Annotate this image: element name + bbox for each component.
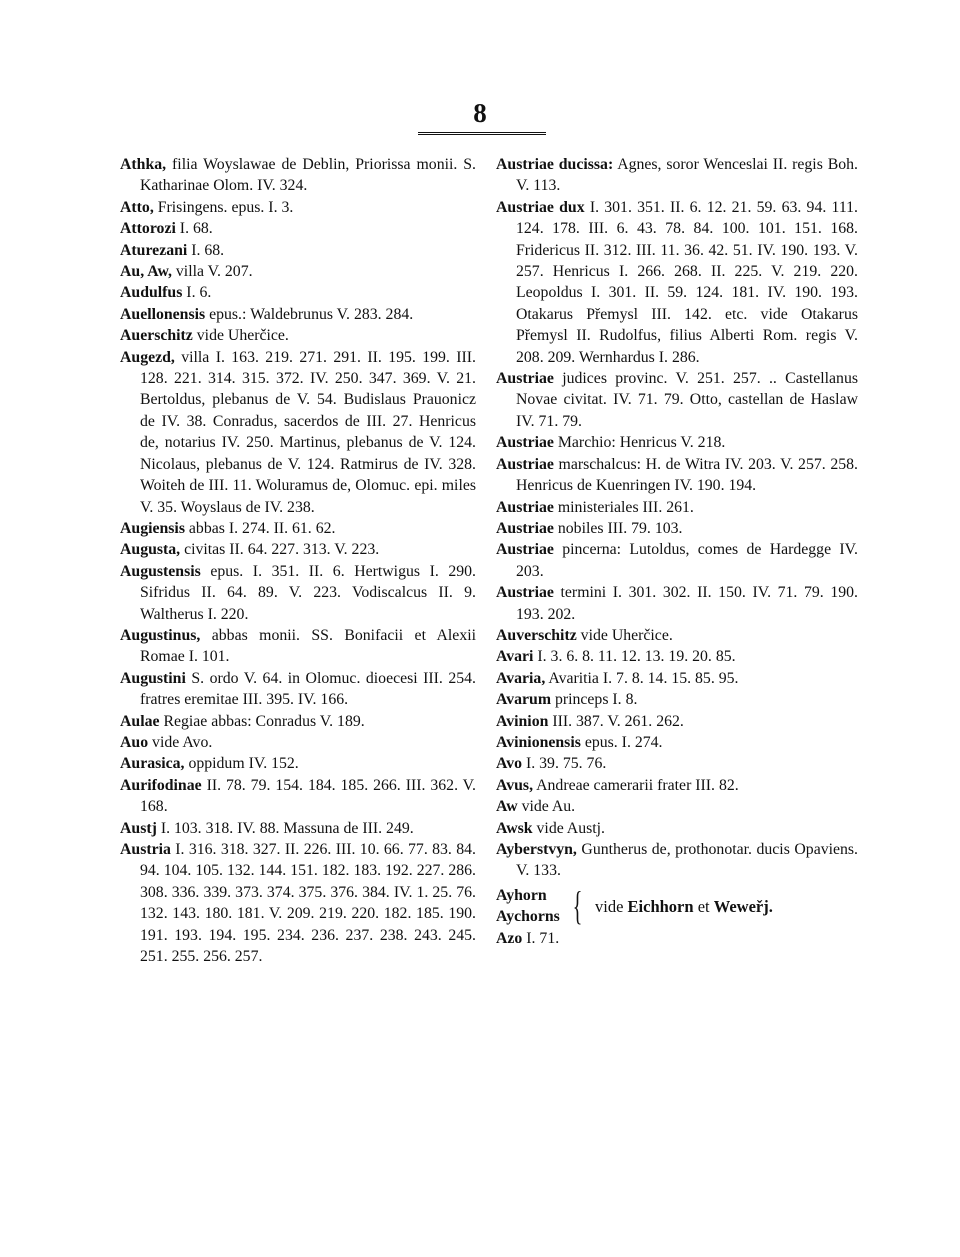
index-entry <box>496 497 858 518</box>
entry-headword: Austriae dux <box>496 198 585 216</box>
right-column <box>496 154 858 949</box>
entry-headword: Austriae <box>496 455 554 473</box>
entry-text: villa V. 207. <box>171 263 253 281</box>
entry-text: vide Uherčice. <box>192 327 289 345</box>
entry-text: princeps I. 8. <box>551 691 638 709</box>
entry-text: vide Au. <box>517 798 576 816</box>
entry-text: abbas monii. SS. Bonifacii et Alexii Romae I. 101. <box>140 626 476 666</box>
index-entry <box>120 818 476 839</box>
entry-headword: Auellonensis <box>120 305 206 323</box>
entry-headword: Atto, <box>120 198 154 216</box>
entry-headword: Aturezani <box>120 241 188 259</box>
entry-headword: Augustinus, <box>120 626 201 644</box>
index-entry <box>496 668 858 689</box>
index-entry <box>120 347 476 518</box>
index-entry <box>120 668 476 711</box>
index-entry-azo <box>496 928 858 949</box>
index-entry <box>120 197 476 218</box>
entry-headword: Awsk <box>496 819 533 837</box>
entry-text: nobiles III. 79. 103. <box>553 519 683 537</box>
entry-headword: Austriae <box>496 584 554 602</box>
entry-headword: Avinionensis <box>496 733 581 751</box>
entry-headword: Attorozi <box>120 220 176 238</box>
index-entry <box>496 432 858 453</box>
left-column <box>120 154 476 967</box>
index-entry <box>120 539 476 560</box>
entry-headword: Austria <box>120 841 171 858</box>
entry-text: ministeriales III. 261. <box>553 498 694 516</box>
entry-headword: Austj <box>120 819 157 837</box>
entry-headword: Azo <box>496 929 523 947</box>
index-entry <box>496 689 858 710</box>
index-entry <box>120 711 476 732</box>
right-column-entries <box>496 154 858 882</box>
entry-text: III. 387. V. 261. 262. <box>548 712 684 730</box>
entry-headword: Avinion <box>496 712 549 730</box>
joint-ref-et: et <box>697 896 710 916</box>
index-entry <box>496 625 858 646</box>
index-entry <box>120 732 476 753</box>
entry-text: epus. I. 351. II. 6. Hertwigus I. 290. Sifridus II. 64. 89. V. 223. Vodiscalcus II. 9. Waltherus I. 220. <box>140 562 476 623</box>
entry-headword: Augiensis <box>120 519 185 537</box>
entry-text: villa I. 163. 219. 271. 291. II. 195. 199. III. 128. 221. 314. 315. 372. IV. 250. 347. 369. V. 21. Bertoldus, plebanus de V. 54. Budislaus Prauonicz de IV. 38. Conradus, sacerdos de III. 27. Henricus de, notarius IV. 250. Martinus, plebanus de V. 124. Nicolaus, plebanus de V. 124. Ratmirus de IV. 328. Woiteh de III. 11. Woluramus de, Olomuc. epi. miles V. 35. Woyslaus de IV. 238. <box>140 348 476 516</box>
entry-text: Andreae camerarii frater III. 82. <box>533 776 739 794</box>
entry-headword: Aw <box>496 798 518 816</box>
entry-text: Marchio: Henricus V. 218. <box>553 434 726 452</box>
index-entry <box>496 796 858 817</box>
index-entry <box>496 753 858 774</box>
joint-ref-wewerj: Weweřj. <box>713 896 773 916</box>
entry-text: I. 68. <box>187 241 225 259</box>
joint-ref-eichhorn: Eichhorn <box>627 896 694 916</box>
entry-text: Agnes, soror Wenceslai II. regis Boh. V. 113. <box>516 156 858 195</box>
entry-headword: Avari <box>496 648 534 666</box>
entry-text: Frisingens. epus. I. 3. <box>153 198 294 216</box>
index-entry <box>120 518 476 539</box>
headword-aychorns: Aychorns <box>496 908 560 926</box>
entry-text: I. 301. 351. II. 6. 12. 21. 59. 63. 94. 111. 124. 178. III. 6. 43. 78. 84. 100. 101. 151. 168. Fridericus II. 312. III. 11. 36. 42. 51. IV. 190. 193. V. 257. Henricus I. 266. 268. II. 225. V. 219. 220. Leopoldus I. 301. II. 59. 124. 181. IV. 190. 193. Otakarus Přemysl III. 142. etc. vide Otakarus Přemysl II. Rudolfus, filius Alberti Rom. regis V. 208. 209. Wernhardus I. 286. <box>516 198 858 366</box>
entry-text: vide Avo. <box>148 733 213 751</box>
entry-text: filia Woyslawae de Deblin, Priorissa monii. S. Katharinae Olom. IV. 324. <box>140 156 476 195</box>
entry-text: judices provinc. V. 251. 257. .. Castellanus Novae civitat. IV. 71. 79. Otto, castellan de Haslaw IV. 71. 79. <box>516 370 858 430</box>
entry-text: vide Uherčice. <box>576 626 673 644</box>
entry-headword: Austriae ducissa: <box>496 156 614 173</box>
entry-text: vide Austj. <box>532 819 605 837</box>
index-entry <box>120 753 476 774</box>
entry-headword: Austriae <box>496 370 554 388</box>
entry-headword: Austriae <box>496 519 554 537</box>
entry-text: epus. I. 274. <box>580 733 663 751</box>
entry-headword: Augustini <box>120 669 186 687</box>
entry-headword: Auerschitz <box>120 327 193 345</box>
index-entry <box>496 454 858 497</box>
entry-headword: Aurasica, <box>120 755 185 773</box>
index-entry <box>496 154 858 197</box>
index-entry <box>496 646 858 667</box>
entry-headword: Aurifodinae <box>120 776 202 794</box>
entry-text: I. 3. 6. 8. 11. 12. 13. 19. 20. 85. <box>533 648 736 666</box>
index-entry <box>120 839 476 967</box>
entry-text: oppidum IV. 152. <box>184 755 299 773</box>
index-entry <box>496 197 858 368</box>
joint-entry-ayhorn <box>496 885 858 928</box>
entry-headword: Auo <box>120 733 149 751</box>
entry-headword: Auverschitz <box>496 626 577 644</box>
entry-text: Guntherus de, prothonotar. ducis Opaviens. V. 133. <box>516 841 858 880</box>
index-entry <box>120 154 476 197</box>
index-entry <box>496 582 858 625</box>
index-entry <box>120 625 476 668</box>
entry-text: I. 316. 318. 327. II. 226. III. 10. 66. 77. 83. 84. 94. 104. 105. 132. 144. 151. 182. 183. 192. 227. 286. 308. 336. 339. 373. 374. 375. 376. 384. IV. 1. 25. 76. 132. 143. 180. 181. V. 209. 219. 220. 182. 185. 190. 191. 193. 194. 195. 234. 236. 237. 238. 243. 245. 251. 255. 256. 257. <box>140 841 476 966</box>
entry-text: epus.: Waldebrunus V. 283. 284. <box>205 305 414 323</box>
index-entry <box>496 818 858 839</box>
entry-text: marschalcus: H. de Witra IV. 203. V. 257. 258. Henricus de Kuenringen IV. 190. 194. <box>516 455 858 495</box>
entry-text: pincerna: Lutoldus, comes de Hardegge IV. 203. <box>516 541 858 580</box>
entry-text: civitas II. 64. 227. 313. V. 223. <box>180 541 380 559</box>
index-entry <box>496 732 858 753</box>
entry-text: termini I. 301. 302. II. 150. IV. 71. 79. 190. 193. 202. <box>516 584 858 623</box>
entry-headword: Ayberstvyn, <box>496 841 577 858</box>
index-entry <box>120 325 476 346</box>
page-number: 8 <box>473 98 487 128</box>
joint-headwords <box>496 885 560 928</box>
entry-headword: Avo <box>496 755 523 773</box>
entry-text: I. 6. <box>182 284 212 302</box>
entry-text: Avaritia I. 7. 8. 14. 15. 85. 95. <box>545 669 739 687</box>
entry-headword: Austriae <box>496 434 554 452</box>
entry-headword: Avarum <box>496 691 551 709</box>
entry-text: I. 68. <box>175 220 213 238</box>
entry-headword: Au, Aw, <box>120 263 172 281</box>
index-entry <box>120 261 476 282</box>
entry-headword: Athka, <box>120 156 167 173</box>
entry-text: I. 103. 318. IV. 88. Massuna de III. 249. <box>156 819 414 837</box>
index-entry <box>120 775 476 818</box>
index-entry <box>120 218 476 239</box>
index-entry <box>496 839 858 882</box>
entry-headword: Avus, <box>496 776 534 794</box>
index-entry <box>120 304 476 325</box>
index-entry <box>496 539 858 582</box>
entry-headword: Austriae <box>496 541 554 559</box>
entry-text: II. 78. 79. 154. 184. 185. 266. III. 362. V. 168. <box>140 776 476 816</box>
entry-headword: Augustensis <box>120 562 201 580</box>
index-entry <box>120 240 476 261</box>
entry-headword: Avaria, <box>496 669 546 687</box>
index-entry <box>496 518 858 539</box>
page-number-rule <box>418 132 546 135</box>
brace-icon: { <box>572 883 583 929</box>
entry-text: I. 39. 75. 76. <box>522 755 607 773</box>
index-entry <box>496 368 858 432</box>
entry-headword: Augezd, <box>120 348 175 366</box>
entry-headword: Augusta, <box>120 541 181 559</box>
joint-ref-prefix: vide <box>594 896 624 916</box>
entry-headword: Aulae <box>120 712 160 730</box>
index-entry <box>120 282 476 303</box>
index-entry <box>496 711 858 732</box>
entry-headword: Austriae <box>496 498 554 516</box>
entry-text: abbas I. 274. II. 61. 62. <box>184 519 336 537</box>
joint-cross-reference <box>595 896 773 917</box>
entry-text: Regiae abbas: Conradus V. 189. <box>159 712 365 730</box>
index-entry <box>120 561 476 625</box>
index-entry <box>496 775 858 796</box>
entry-text: I. 71. <box>522 929 560 947</box>
entry-headword: Audulfus <box>120 284 183 302</box>
headword-ayhorn: Ayhorn <box>496 886 547 904</box>
entry-text: S. ordo V. 64. in Olomuc. dioecesi III. 254. fratres eremitae III. 395. IV. 166. <box>140 669 476 709</box>
